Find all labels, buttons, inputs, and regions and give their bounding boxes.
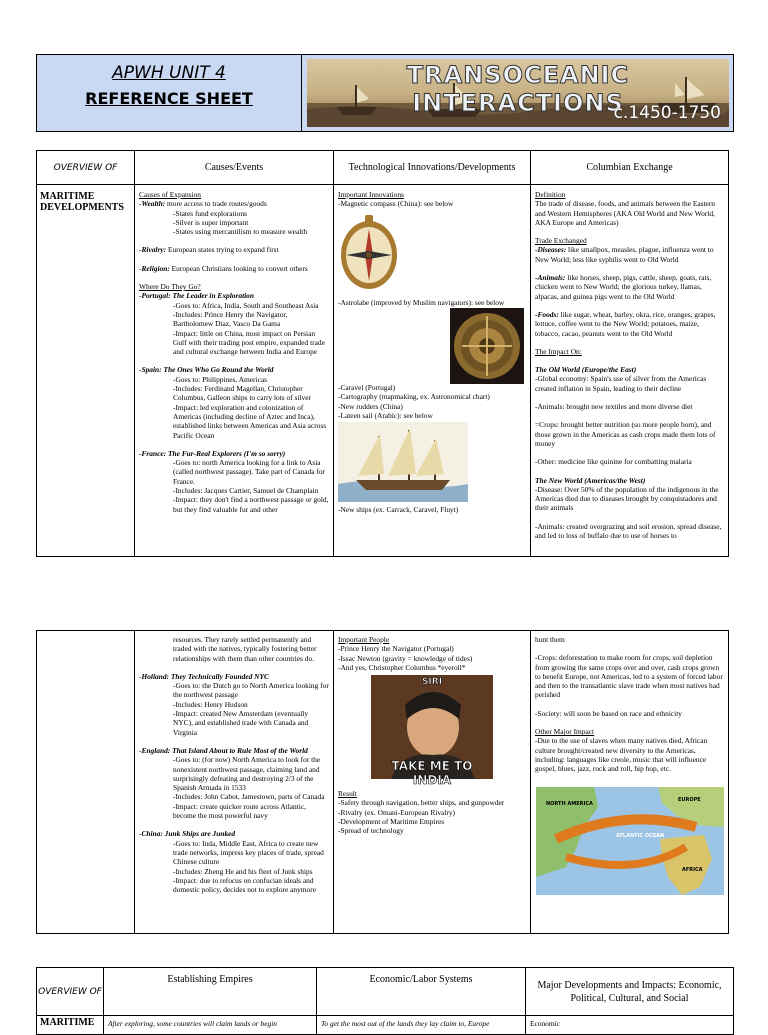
animals-label: -Animals: [535, 273, 566, 283]
definition-heading: Definition [535, 190, 566, 199]
rudders-text: -New rudders (China) [338, 401, 403, 411]
astrolabe-text: -Astrolabe (improved by Muslim navigators): see below [338, 298, 505, 307]
table3-header-empires: Establishing Empires [103, 967, 317, 1016]
economic-text: To get the most out of the lands they lay claim to, Europe [321, 1019, 490, 1028]
rivalry-text: European states trying to expand first [166, 245, 279, 255]
result-item: -Safety through navigation, better ships, and gunpowder [338, 798, 505, 808]
people-heading: Important People [338, 635, 390, 644]
columbian-text-continued [535, 635, 725, 774]
wealth-point: -Silver is super important [173, 217, 249, 227]
religion-label: Religion: [141, 263, 170, 273]
result-heading: Result [338, 789, 357, 798]
compass-image [338, 213, 400, 293]
result-item: -Development of Maritime Empires [338, 816, 445, 826]
wealth-text: more access to trade routes/goods [165, 199, 267, 209]
england-point: -Goes to: (for now) North America to look for the nonexistent northwest passage, claiming land and surprisingly defeating and destroying 2/3 of the Spanish Armada in 1533 [173, 755, 321, 793]
foods-text: like sugar, wheat, barley, okra, rice, oranges, grapes, lettuce, coffee went to the New World; potatoes, maize, tobacco, cacao, peanuts went to the Old World [535, 309, 716, 338]
people-item: -And yes, Christopher Columbus *eyeroll* [338, 662, 466, 672]
table1-header-columbian: Columbian Exchange [530, 150, 729, 185]
definition-text: The trade of disease, foods, and animals between the Eastern and Western Hemispheres (AKA Old World and New World, AKA Europe and Americas) [535, 199, 715, 227]
map-label-atlantic: ATLANTIC OCEAN [616, 833, 665, 839]
new-world-heading: The New World (Americas/the West) [535, 475, 646, 485]
holland-heading: Holland: They Technically Founded NYC [141, 671, 269, 681]
tech-list [338, 383, 528, 420]
result-item: -Spread of technology [338, 826, 404, 836]
holland-point: -Impact: created New Amsterdam (eventually NYC), and established trade with Canada and Virginia [173, 709, 309, 737]
foods-label: -Foods: [535, 309, 559, 319]
table2-columbian-cell [530, 630, 729, 934]
old-world-point: -Animals: brought new textiles and more diverse diet [535, 402, 693, 412]
new-ships-text: -New ships (ex. Carrack, Caravel, Fluyt) [338, 505, 459, 514]
major-text: Economic [530, 1019, 560, 1028]
table3-header-major-developments: Major Developments and Impacts: Economic, Political, Cultural, and Social [525, 967, 734, 1016]
people-text [338, 635, 528, 672]
france-point: -Includes: Jacques Cartier, Samuel de Champlain [173, 486, 319, 496]
banner-date: c.1450-1750 [613, 103, 721, 123]
result-item: -Rivalry (ex. Omani-European Rivalry) [338, 807, 455, 817]
people-item: -Issac Newton (gravity = knowledge of tides) [338, 653, 473, 663]
compass-text: -Magnetic compass (China): see below [338, 199, 454, 209]
row-label-maritime: MARITIME DEVELOPMENTS [40, 191, 124, 213]
unit-title: APWH UNIT 4 [112, 63, 226, 83]
lateen-text: -Lateen sail (Arabic): see below [338, 410, 433, 420]
tech-text-top [338, 190, 528, 209]
animals-text: like horses, sheep, pigs, cattle, sheep, goats, rats, chicken went to New World; the glorious turkey, llamas, alpacas, and guinea pigs went to the Old World [535, 273, 712, 301]
table3-header-overview: OVERVIEW OF [36, 967, 104, 1016]
lateen-ship-image [338, 422, 468, 502]
table1-tech-cell [333, 184, 531, 557]
china-point: -Goes to: Inda, Middle East, Africa to create new trade networks, impress key places of trade, spread Chinese culture [173, 838, 324, 867]
banner-image [307, 59, 729, 127]
wealth-point: -States fund explorations [173, 208, 247, 218]
england-heading: England: That Island About to Rule Most of the World [141, 745, 308, 755]
map-label-north-america: NORTH AMERICA [546, 801, 593, 807]
empires-text: After exploring, some countries will claim lands or begin [108, 1019, 277, 1028]
spain-heading: Spain: The Ones Who Go Round the World [141, 365, 274, 375]
table1-header-overview: OVERVIEW OF [36, 150, 135, 185]
france-point: -Goes to: north America looking for a link to Asia (called northwest passage). Take part of Canada for France. [173, 458, 326, 486]
old-world-point: -Other: medicine like quinine for combatting malaria [535, 457, 692, 467]
religion-text: European Christians looking to convert others [169, 263, 308, 273]
new-world-point: -Disease: Over 50% of the population of the indigenous in the Americas died due to diseases brought by conquistadores and their animals [535, 484, 719, 513]
other-impact-heading: Other Major Impact [535, 727, 595, 737]
result-text [338, 789, 528, 835]
table3-header-economic: Economic/Labor Systems [316, 967, 526, 1016]
new-world-continued: hunt them [535, 635, 565, 644]
france-heading: France: The Fur-Real Explorers (I'm so sorry) [141, 448, 286, 458]
causes-text: Causes of Expansion -Wealth: more access to trade routes/goods -States fund explorations -Silver is super important -States using mercantilism to measure wealth -Rivalry: European states trying to expand first -Religion: European Christians looking to convert others Where Do They Go? -Portugal: The Leader in Exploration -Goes to: Africa, India, South and Southeast Asia -Includes: Prince Henry the Navigator, Bartholomew Diaz, Vasco Da Gama -Impact: little on China, most impact on Persian Gulf with their trading post empire, expanded trade and cultural exchange between India and Europe -Spain: The Ones Who Go Round the World -Goes to: Philippines, Americas -Includes: Ferdinand Magellan, Christopher Columbus, Galleon ships to carry lots of silver -Impact: led exploration and colonization of Americas (including decline of Aztec and Inca), established links between Americas and Asia across Pacific Ocean -France: The Fur-Real Explorers (I'm so sorry) -Goes to: north America looking for a link to Asia (called northwest passage). Take part of Canada for France. -Includes: Jacques Cartier, Samuel de Champlain -Impact: they don't find a northwest passage or gold, but they find valuable fur and other [139, 190, 329, 514]
portugal-point: -Impact: little on China, most impact on Persian Gulf with their trading post empire, expanded trade and cultural exchange between India and Europe [173, 328, 325, 357]
china-heading: China: Junk Ships are Junked [141, 829, 236, 839]
rivalry-label: Rivalry: [141, 245, 167, 255]
wealth-label: Wealth: [141, 199, 166, 209]
diseases-label: -Diseases: [535, 245, 567, 255]
portugal-point: -Goes to: Africa, India, South and Southeast Asia [173, 300, 319, 310]
england-point: -Includes: John Cabot, Jamestown, parts of Canada [173, 792, 325, 802]
columbian-text [535, 190, 725, 540]
table1-header-tech: Technological Innovations/Developments [333, 150, 531, 185]
table3-empires-cell [103, 1015, 317, 1035]
map-label-africa: AFRICA [682, 867, 703, 873]
france-continued: resources. They rarely settled permanently and traded with the natives, typically fostering better relationships with them than other countries do. [173, 635, 317, 663]
header-banner [36, 54, 734, 132]
table1-causes-cell [134, 184, 334, 557]
meme-top-text: SIRI [421, 677, 443, 687]
holland-point: -Goes to: the Dutch go to North America looking for the northwest passage [173, 681, 329, 700]
spain-point: -Includes: Ferdinand Magellan, Christopher Columbus, Galleon ships to carry lots of silver [173, 384, 311, 403]
holland-point: -Includes: Henry Hudson [173, 699, 248, 709]
wealth-point: -States using mercantilism to measure wealth [173, 227, 308, 237]
trade-heading: Trade Exchanged [535, 236, 587, 246]
old-world-heading: The Old World (Europe/the East) [535, 365, 637, 375]
old-world-point: -Global economy: Spain's use of silver from the Americas created inflation in Spain, leading to their decline [535, 374, 707, 393]
new-world-point: -Animals: created overgrazing and soil erosion, spread disease, and led to loss of buffalo due to use of horses to [535, 521, 722, 541]
spain-point: -Impact: led exploration and colonization of Americas (including decline of Aztec and Inca), established links between Americas and Asia across Pacific Ocean [173, 402, 327, 440]
portugal-point: -Includes: Prince Henry the Navigator, Bartholomew Diaz, Vasco Da Gama [173, 309, 288, 329]
portugal-heading: Portugal: The Leader in Exploration [141, 291, 254, 301]
china-point: -Impact: due to refocus on confucian ideals and domestic policy, decides not to explore anymore [173, 875, 316, 895]
table1-row-label-cell [36, 184, 135, 557]
france-point: -Impact: they don't find a northwest passage or gold, but they find valuable fur and other [173, 495, 329, 514]
society-impact: -Society: will soon be based on race and ethnicity [535, 708, 682, 718]
table1-header-causes: Causes/Events [134, 150, 334, 185]
banner-title: TRANSOCEANIC INTERACTIONS [406, 61, 630, 117]
causes-heading: Causes of Expansion [139, 190, 201, 199]
table3-economic-cell [316, 1015, 526, 1035]
spain-point: -Goes to: Philippines, Americas [173, 374, 268, 384]
table2-causes-cell [134, 630, 334, 934]
where-heading: Where Do They Go? [139, 282, 201, 292]
impact-heading: The Impact On: [535, 346, 582, 356]
people-item: -Prince Henry the Navigator (Portugal) [338, 644, 454, 654]
caravel-text: -Caravel (Portugal) [338, 383, 396, 392]
map-label-europe: EUROPE [678, 797, 701, 803]
other-impact-text: -Due to the use of slaves when many natives died, African culture brought/created new diversity to the Americas, including: languages like creole, music that will influence gospel, blues, jazz, rock and roll, hip hop, etc. [535, 736, 708, 774]
header-title-block [37, 55, 302, 131]
crops-impact: -Crops: deforestation to make room for crops, soil depletion from growing the same crops over and over, cash crops grown to benefit Europe, not Americas, led to a system of forced labor and then to the transatlantic slave trade when most natives had perished [535, 653, 723, 700]
table3-major-cell [525, 1015, 734, 1035]
england-point: -Impact: create quicker route across Atlantic, become the most powerful navy [173, 801, 306, 821]
table3-row-label-cell [36, 1015, 104, 1035]
innovations-heading: Important Innovations [338, 190, 404, 199]
reference-sheet-title: REFERENCE SHEET [85, 89, 253, 108]
causes-text-continued: resources. They rarely settled permanently and traded with the natives, typically fostering better relationships with them than other countries do. -Holland: They Technically Founded NYC -Goes to: the Dutch go to North America looking for the northwest passage -Includes: Henry Hudson -Impact: created New Amsterdam (eventually NYC), and established trade with Canada and Virginia -England: That Island About to Rule Most of the World -Goes to: (for now) North America to look for the nonexistent northwest passage, claiming land and surprisingly defeating and destroying 2/3 of the Spanish Armada in 1533 -Includes: John Cabot, Jamestown, parts of Canada -Impact: create quicker route across Atlantic, become the most powerful navy -China: Junk Ships are Junked -Goes to: Inda, Middle East, Africa to create new trade networks, impress key places of trade, spread Chinese culture -Includes: Zheng He and his fleet of Junk ships -Impact: due to refocus on confucian ideals and domestic policy, decides not to explore anymore [139, 635, 329, 895]
meme-bottom-text: TAKE ME TO INDIA [391, 759, 473, 787]
old-world-point: =Crops: brought better nutrition (so more people born), and those grown in the Americas as cash crops made them lots of money [535, 420, 716, 448]
columbus-meme-image [371, 675, 493, 787]
table2-row-label-cell [36, 630, 135, 934]
table2-tech-cell [333, 630, 531, 934]
columbian-exchange-map [536, 787, 724, 895]
astrolabe-image [450, 308, 524, 384]
table1-columbian-cell [530, 184, 729, 557]
cartography-text: -Cartography (mapmaking, ex. Astronomical chart) [338, 392, 490, 402]
diseases-text: like smallpox, measles, plague, influenza went to New World; less like syphilis went to Old World [535, 245, 714, 264]
table3-row-label: MARITIME [40, 1017, 95, 1028]
china-point: -Includes: Zheng He and his fleet of Junk ships [173, 866, 313, 876]
